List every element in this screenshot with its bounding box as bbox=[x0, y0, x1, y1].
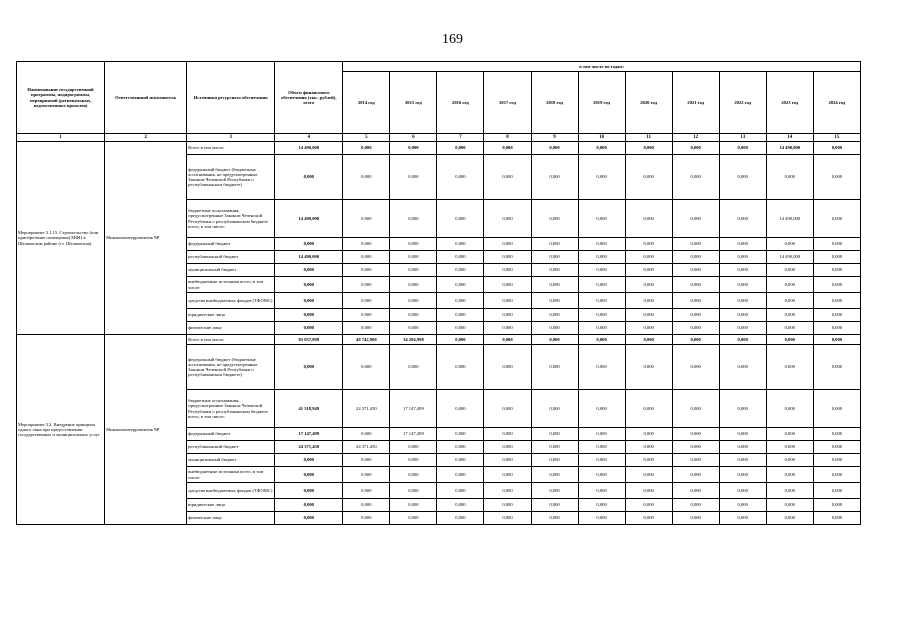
total-amount: 0,000 bbox=[275, 238, 343, 251]
year-amount: 0,000 bbox=[578, 454, 625, 467]
year-amount: 0,000 bbox=[531, 345, 578, 390]
year-amount: 0,000 bbox=[813, 390, 860, 428]
year-amount: 0,000 bbox=[719, 335, 766, 345]
year-amount: 0,000 bbox=[390, 277, 437, 293]
year-amount: 0,000 bbox=[484, 467, 531, 483]
year-amount: 0,000 bbox=[625, 277, 672, 293]
header-index: 14 bbox=[766, 134, 813, 142]
total-amount: 41 518,949 bbox=[275, 390, 343, 428]
year-amount: 0,000 bbox=[578, 277, 625, 293]
year-amount: 0,000 bbox=[484, 309, 531, 322]
header-index: 4 bbox=[275, 134, 343, 142]
year-amount: 0,000 bbox=[484, 200, 531, 238]
year-amount: 0,000 bbox=[672, 512, 719, 525]
year-amount: 14 490,000 bbox=[766, 142, 813, 155]
funding-source: федеральный бюджет (бюджетные ассигнования, не предусмотренные Законом Чеченской Республики о республиканском бюджете) bbox=[187, 155, 275, 200]
year-amount: 0,000 bbox=[672, 238, 719, 251]
header-source: Источники ресурсного обеспечения bbox=[187, 62, 275, 134]
page-number: 169 bbox=[442, 32, 463, 47]
year-amount: 0,000 bbox=[766, 264, 813, 277]
funding-source: средства внебюджетных фондов (ТФОМС) bbox=[187, 483, 275, 499]
year-amount: 0,000 bbox=[766, 467, 813, 483]
funding-source: внебюджетные источники всего, в том числе: bbox=[187, 467, 275, 483]
year-amount: 0,000 bbox=[343, 322, 390, 335]
funding-source: муниципальный бюджет bbox=[187, 454, 275, 467]
year-amount: 14 490,000 bbox=[766, 200, 813, 238]
year-amount: 0,000 bbox=[719, 142, 766, 155]
funding-source: федеральный бюджет (бюджетные ассигнования, не предусмотренные Законом Чеченской Республики о республиканском бюджете) bbox=[187, 345, 275, 390]
year-amount: 0,000 bbox=[390, 483, 437, 499]
year-amount: 0,000 bbox=[813, 499, 860, 512]
year-amount: 0,000 bbox=[484, 441, 531, 454]
year-amount: 0,000 bbox=[672, 454, 719, 467]
year-amount: 0,000 bbox=[766, 483, 813, 499]
year-amount: 0,000 bbox=[437, 155, 484, 200]
header-by-years: в том числе по годам: bbox=[343, 62, 861, 72]
header-year: 2014 год bbox=[343, 72, 390, 134]
year-amount: 0,000 bbox=[484, 264, 531, 277]
year-amount: 0,000 bbox=[813, 345, 860, 390]
year-amount: 17 147,499 bbox=[390, 428, 437, 441]
year-amount: 0,000 bbox=[578, 155, 625, 200]
total-amount: 0,000 bbox=[275, 309, 343, 322]
year-amount: 24 371,450 bbox=[343, 390, 390, 428]
year-amount: 0,000 bbox=[578, 200, 625, 238]
year-amount: 0,000 bbox=[531, 251, 578, 264]
year-amount: 0,000 bbox=[625, 454, 672, 467]
year-amount: 0,000 bbox=[813, 251, 860, 264]
total-amount: 0,000 bbox=[275, 512, 343, 525]
year-amount: 0,000 bbox=[437, 322, 484, 335]
year-amount: 0,000 bbox=[625, 200, 672, 238]
year-amount: 0,000 bbox=[625, 251, 672, 264]
year-amount: 0,000 bbox=[390, 309, 437, 322]
year-amount: 0,000 bbox=[578, 428, 625, 441]
header-index: 15 bbox=[813, 134, 860, 142]
total-amount: 14 490,000 bbox=[275, 142, 343, 155]
funding-source: юридические лица bbox=[187, 499, 275, 512]
year-amount: 0,000 bbox=[625, 309, 672, 322]
year-amount: 0,000 bbox=[343, 277, 390, 293]
year-amount: 0,000 bbox=[437, 142, 484, 155]
year-amount: 0,000 bbox=[672, 467, 719, 483]
year-amount: 0,000 bbox=[813, 277, 860, 293]
total-amount: 0,000 bbox=[275, 293, 343, 309]
activity-name: Мероприятие 3.1.15. Строительство (или приобретение помещения) МФЦ в Шелковском районе (ст. Шелковская) bbox=[17, 142, 105, 335]
year-amount: 0,000 bbox=[343, 345, 390, 390]
year-amount: 0,000 bbox=[531, 309, 578, 322]
year-amount: 0,000 bbox=[390, 142, 437, 155]
year-amount: 0,000 bbox=[343, 309, 390, 322]
year-amount: 0,000 bbox=[437, 441, 484, 454]
year-amount: 0,000 bbox=[531, 264, 578, 277]
year-amount: 0,000 bbox=[437, 483, 484, 499]
year-amount: 0,000 bbox=[531, 277, 578, 293]
year-amount: 0,000 bbox=[625, 467, 672, 483]
funding-source: республиканский бюджет bbox=[187, 251, 275, 264]
year-amount: 0,000 bbox=[578, 322, 625, 335]
header-year: 2015 год bbox=[390, 72, 437, 134]
year-amount: 0,000 bbox=[719, 293, 766, 309]
total-amount: 0,000 bbox=[275, 454, 343, 467]
year-amount: 0,000 bbox=[672, 309, 719, 322]
total-amount: 24 371,450 bbox=[275, 441, 343, 454]
year-amount: 0,000 bbox=[813, 454, 860, 467]
total-amount: 17 147,499 bbox=[275, 428, 343, 441]
year-amount: 0,000 bbox=[484, 155, 531, 200]
header-index: 7 bbox=[437, 134, 484, 142]
year-amount: 0,000 bbox=[625, 335, 672, 345]
total-amount: 0,000 bbox=[275, 499, 343, 512]
year-amount: 0,000 bbox=[672, 428, 719, 441]
year-amount: 0,000 bbox=[578, 309, 625, 322]
year-amount: 0,000 bbox=[531, 428, 578, 441]
year-amount: 0,000 bbox=[343, 499, 390, 512]
year-amount: 0,000 bbox=[766, 345, 813, 390]
year-amount: 0,000 bbox=[484, 238, 531, 251]
year-amount: 0,000 bbox=[343, 238, 390, 251]
header-year: 2017 год bbox=[484, 72, 531, 134]
year-amount: 0,000 bbox=[672, 251, 719, 264]
total-amount: 14 490,000 bbox=[275, 200, 343, 238]
year-amount: 0,000 bbox=[343, 512, 390, 525]
year-amount: 0,000 bbox=[390, 322, 437, 335]
year-amount: 0,000 bbox=[343, 142, 390, 155]
year-amount: 0,000 bbox=[625, 390, 672, 428]
year-amount: 0,000 bbox=[343, 293, 390, 309]
year-amount: 0,000 bbox=[813, 142, 860, 155]
year-amount: 0,000 bbox=[531, 155, 578, 200]
total-amount: 0,000 bbox=[275, 467, 343, 483]
year-amount: 0,000 bbox=[437, 512, 484, 525]
funding-source: средства внебюджетных фондов (ТФОМС) bbox=[187, 293, 275, 309]
year-amount: 0,000 bbox=[437, 467, 484, 483]
year-amount: 0,000 bbox=[578, 483, 625, 499]
header-index: 10 bbox=[578, 134, 625, 142]
year-amount: 0,000 bbox=[531, 238, 578, 251]
year-amount: 0,000 bbox=[437, 499, 484, 512]
total-amount: 0,000 bbox=[275, 345, 343, 390]
year-amount: 0,000 bbox=[813, 238, 860, 251]
year-amount: 0,000 bbox=[484, 345, 531, 390]
year-amount: 0,000 bbox=[766, 390, 813, 428]
year-amount: 0,000 bbox=[719, 322, 766, 335]
year-amount: 0,000 bbox=[719, 200, 766, 238]
funding-source: бюджетные ассигнования, предусмотренные Законом Чеченской Республики о республиканском бюджете всего, в том числе: bbox=[187, 200, 275, 238]
header-index: 8 bbox=[484, 134, 531, 142]
year-amount: 0,000 bbox=[578, 293, 625, 309]
year-amount: 0,000 bbox=[672, 345, 719, 390]
year-amount: 0,000 bbox=[390, 155, 437, 200]
year-amount: 0,000 bbox=[719, 467, 766, 483]
header-year: 2024 год bbox=[813, 72, 860, 134]
year-amount: 0,000 bbox=[437, 428, 484, 441]
year-amount: 0,000 bbox=[625, 155, 672, 200]
activity-name: Мероприятие 3.2. Внедрение принципа одного окна при предоставлении государственных и муниципальных услуг bbox=[17, 335, 105, 525]
funding-source: Всего в том числе: bbox=[187, 335, 275, 345]
year-amount: 0,000 bbox=[766, 441, 813, 454]
year-amount: 0,000 bbox=[813, 441, 860, 454]
header-index: 13 bbox=[719, 134, 766, 142]
financing-table bbox=[16, 61, 861, 525]
funding-source: федеральный бюджет bbox=[187, 428, 275, 441]
year-amount: 0,000 bbox=[813, 200, 860, 238]
year-amount: 0,000 bbox=[343, 155, 390, 200]
year-amount: 0,000 bbox=[484, 293, 531, 309]
funding-source: физические лица bbox=[187, 512, 275, 525]
year-amount: 0,000 bbox=[719, 428, 766, 441]
funding-source: республиканский бюджет bbox=[187, 441, 275, 454]
funding-source: муниципальный бюджет bbox=[187, 264, 275, 277]
year-amount: 0,000 bbox=[531, 512, 578, 525]
total-amount: 83 037,898 bbox=[275, 335, 343, 345]
header-index: 5 bbox=[343, 134, 390, 142]
year-amount: 14 490,000 bbox=[766, 251, 813, 264]
year-amount: 0,000 bbox=[766, 309, 813, 322]
year-amount: 0,000 bbox=[625, 264, 672, 277]
year-amount: 0,000 bbox=[813, 428, 860, 441]
funding-source: юридические лица bbox=[187, 309, 275, 322]
total-amount: 0,000 bbox=[275, 264, 343, 277]
year-amount: 0,000 bbox=[813, 264, 860, 277]
year-amount: 0,000 bbox=[813, 483, 860, 499]
year-amount: 0,000 bbox=[813, 309, 860, 322]
year-amount: 0,000 bbox=[484, 251, 531, 264]
year-amount: 0,000 bbox=[437, 264, 484, 277]
year-amount: 0,000 bbox=[766, 277, 813, 293]
year-amount: 0,000 bbox=[531, 322, 578, 335]
header-year: 2023 год bbox=[766, 72, 813, 134]
year-amount: 0,000 bbox=[390, 200, 437, 238]
header-total: Объем финансового обеспечения (тыс. рублей), всего bbox=[275, 62, 343, 134]
year-amount: 0,000 bbox=[437, 345, 484, 390]
year-amount: 0,000 bbox=[813, 155, 860, 200]
year-amount: 0,000 bbox=[625, 483, 672, 499]
year-amount: 0,000 bbox=[719, 155, 766, 200]
year-amount: 0,000 bbox=[672, 277, 719, 293]
year-amount: 0,000 bbox=[719, 345, 766, 390]
total-amount: 0,000 bbox=[275, 322, 343, 335]
year-amount: 0,000 bbox=[531, 293, 578, 309]
year-amount: 17 147,499 bbox=[390, 390, 437, 428]
year-amount: 0,000 bbox=[390, 238, 437, 251]
funding-source: бюджетные ассигнования, предусмотренные Законом Чеченской Республики о республиканском бюджете всего, в том числе: bbox=[187, 390, 275, 428]
year-amount: 0,000 bbox=[484, 390, 531, 428]
year-amount: 0,000 bbox=[343, 251, 390, 264]
year-amount: 0,000 bbox=[672, 499, 719, 512]
year-amount: 0,000 bbox=[813, 512, 860, 525]
funding-source: физические лица bbox=[187, 322, 275, 335]
year-amount: 0,000 bbox=[578, 467, 625, 483]
year-amount: 0,000 bbox=[766, 428, 813, 441]
funding-source: федеральный бюджет bbox=[187, 238, 275, 251]
funding-source: Всего в том числе: bbox=[187, 142, 275, 155]
total-amount: 0,000 bbox=[275, 277, 343, 293]
header-index: 6 bbox=[390, 134, 437, 142]
year-amount: 0,000 bbox=[672, 293, 719, 309]
year-amount: 0,000 bbox=[813, 335, 860, 345]
year-amount: 0,000 bbox=[390, 499, 437, 512]
year-amount: 0,000 bbox=[719, 499, 766, 512]
year-amount: 0,000 bbox=[672, 483, 719, 499]
year-amount: 0,000 bbox=[390, 293, 437, 309]
year-amount: 0,000 bbox=[390, 441, 437, 454]
year-amount: 0,000 bbox=[531, 335, 578, 345]
year-amount: 0,000 bbox=[578, 335, 625, 345]
year-amount: 0,000 bbox=[343, 428, 390, 441]
year-amount: 0,000 bbox=[766, 499, 813, 512]
table-row bbox=[17, 335, 861, 345]
year-amount: 0,000 bbox=[578, 264, 625, 277]
year-amount: 0,000 bbox=[437, 293, 484, 309]
year-amount: 0,000 bbox=[531, 200, 578, 238]
year-amount: 0,000 bbox=[578, 512, 625, 525]
year-amount: 0,000 bbox=[766, 454, 813, 467]
year-amount: 0,000 bbox=[578, 345, 625, 390]
year-amount: 0,000 bbox=[484, 512, 531, 525]
year-amount: 0,000 bbox=[625, 441, 672, 454]
year-amount: 0,000 bbox=[437, 335, 484, 345]
year-amount: 0,000 bbox=[625, 238, 672, 251]
year-amount: 0,000 bbox=[578, 238, 625, 251]
year-amount: 0,000 bbox=[625, 499, 672, 512]
year-amount: 0,000 bbox=[531, 499, 578, 512]
year-amount: 0,000 bbox=[484, 483, 531, 499]
header-name: Наименование государственной программы, подпрограммы, мероприятий (региональных, ведомственных проектов) bbox=[17, 62, 105, 134]
year-amount: 0,000 bbox=[625, 512, 672, 525]
year-amount: 0,000 bbox=[390, 467, 437, 483]
year-amount: 0,000 bbox=[343, 483, 390, 499]
year-amount: 0,000 bbox=[531, 483, 578, 499]
year-amount: 0,000 bbox=[390, 345, 437, 390]
year-amount: 0,000 bbox=[437, 200, 484, 238]
header-year: 2018 год bbox=[531, 72, 578, 134]
year-amount: 0,000 bbox=[672, 200, 719, 238]
year-amount: 0,000 bbox=[625, 142, 672, 155]
year-amount: 0,000 bbox=[625, 428, 672, 441]
year-amount: 0,000 bbox=[625, 293, 672, 309]
header-year: 2020 год bbox=[625, 72, 672, 134]
year-amount: 0,000 bbox=[719, 277, 766, 293]
year-amount: 0,000 bbox=[390, 512, 437, 525]
year-amount: 0,000 bbox=[766, 335, 813, 345]
year-amount: 0,000 bbox=[437, 309, 484, 322]
year-amount: 0,000 bbox=[672, 155, 719, 200]
year-amount: 0,000 bbox=[719, 512, 766, 525]
funding-source: внебюджетные источники всего, в том числе: bbox=[187, 277, 275, 293]
year-amount: 0,000 bbox=[484, 499, 531, 512]
year-amount: 0,000 bbox=[578, 142, 625, 155]
year-amount: 0,000 bbox=[719, 483, 766, 499]
year-amount: 0,000 bbox=[625, 345, 672, 390]
year-amount: 0,000 bbox=[390, 264, 437, 277]
year-amount: 0,000 bbox=[531, 390, 578, 428]
year-amount: 0,000 bbox=[719, 454, 766, 467]
table-row bbox=[17, 142, 861, 155]
year-amount: 0,000 bbox=[343, 200, 390, 238]
year-amount: 0,000 bbox=[484, 277, 531, 293]
year-amount: 0,000 bbox=[437, 390, 484, 428]
header-executor: Ответственный исполнитель bbox=[105, 62, 187, 134]
year-amount: 0,000 bbox=[531, 467, 578, 483]
total-amount: 14 490,000 bbox=[275, 251, 343, 264]
year-amount: 0,000 bbox=[719, 441, 766, 454]
total-amount: 0,000 bbox=[275, 483, 343, 499]
year-amount: 0,000 bbox=[578, 251, 625, 264]
year-amount: 0,000 bbox=[484, 322, 531, 335]
header-index: 3 bbox=[187, 134, 275, 142]
year-amount: 0,000 bbox=[437, 251, 484, 264]
year-amount: 0,000 bbox=[813, 467, 860, 483]
year-amount: 0,000 bbox=[813, 322, 860, 335]
year-amount: 0,000 bbox=[484, 454, 531, 467]
year-amount: 0,000 bbox=[343, 264, 390, 277]
year-amount: 0,000 bbox=[766, 155, 813, 200]
year-amount: 0,000 bbox=[766, 238, 813, 251]
year-amount: 0,000 bbox=[672, 390, 719, 428]
year-amount: 34 294,998 bbox=[390, 335, 437, 345]
year-amount: 0,000 bbox=[672, 142, 719, 155]
year-amount: 0,000 bbox=[437, 238, 484, 251]
header-year: 2022 год bbox=[719, 72, 766, 134]
year-amount: 24 371,450 bbox=[343, 441, 390, 454]
year-amount: 0,000 bbox=[766, 293, 813, 309]
year-amount: 0,000 bbox=[578, 441, 625, 454]
year-amount: 0,000 bbox=[531, 142, 578, 155]
header-index: 9 bbox=[531, 134, 578, 142]
header-year: 2021 год bbox=[672, 72, 719, 134]
header-index: 11 bbox=[625, 134, 672, 142]
year-amount: 0,000 bbox=[484, 142, 531, 155]
header-year: 2016 год bbox=[437, 72, 484, 134]
year-amount: 0,000 bbox=[390, 251, 437, 264]
year-amount: 0,000 bbox=[437, 454, 484, 467]
year-amount: 0,000 bbox=[578, 390, 625, 428]
year-amount: 0,000 bbox=[625, 322, 672, 335]
year-amount: 0,000 bbox=[484, 428, 531, 441]
year-amount: 0,000 bbox=[531, 454, 578, 467]
year-amount: 0,000 bbox=[484, 335, 531, 345]
year-amount: 0,000 bbox=[390, 454, 437, 467]
year-amount: 0,000 bbox=[672, 335, 719, 345]
year-amount: 0,000 bbox=[719, 238, 766, 251]
responsible-executor: Минэкономтерразвития ЧР bbox=[105, 335, 187, 525]
year-amount: 0,000 bbox=[437, 277, 484, 293]
header-index: 1 bbox=[17, 134, 105, 142]
year-amount: 0,000 bbox=[813, 293, 860, 309]
responsible-executor: Минэкономтерразвития ЧР bbox=[105, 142, 187, 335]
year-amount: 0,000 bbox=[672, 322, 719, 335]
year-amount: 0,000 bbox=[672, 264, 719, 277]
year-amount: 0,000 bbox=[766, 322, 813, 335]
year-amount: 0,000 bbox=[578, 499, 625, 512]
year-amount: 0,000 bbox=[719, 390, 766, 428]
header-index: 2 bbox=[105, 134, 187, 142]
header-index: 12 bbox=[672, 134, 719, 142]
year-amount: 0,000 bbox=[531, 441, 578, 454]
year-amount: 0,000 bbox=[766, 512, 813, 525]
header-year: 2019 год bbox=[578, 72, 625, 134]
year-amount: 48 742,900 bbox=[343, 335, 390, 345]
year-amount: 0,000 bbox=[719, 309, 766, 322]
total-amount: 0,000 bbox=[275, 155, 343, 200]
year-amount: 0,000 bbox=[343, 467, 390, 483]
year-amount: 0,000 bbox=[672, 441, 719, 454]
year-amount: 0,000 bbox=[343, 454, 390, 467]
year-amount: 0,000 bbox=[719, 264, 766, 277]
year-amount: 0,000 bbox=[719, 251, 766, 264]
